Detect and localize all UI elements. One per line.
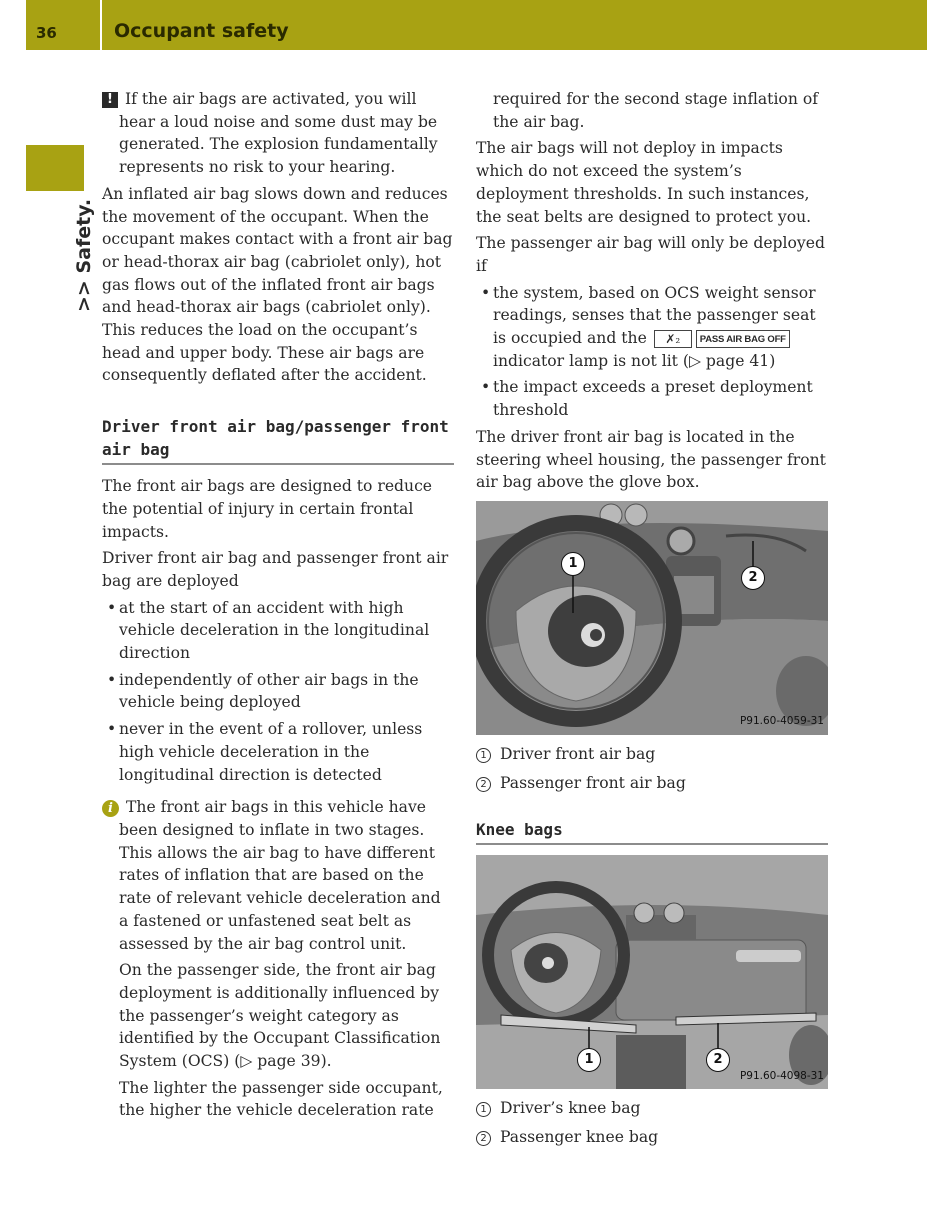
info-icon: i <box>102 800 119 817</box>
caption-item <box>476 772 828 795</box>
warning-note-text: If the air bags are activated, you will hear a loud noise and some dust may be generated. The explosion fundamentally represents no risk to your hearing. <box>119 90 438 177</box>
side-section-label: >> Safety. <box>73 198 95 312</box>
info-paragraph: On the passenger side, the front air bag deployment is additionally influenced by the passenger’s weight category as identified by the Occupant Classification System (OCS) (▷ page 39). <box>119 961 441 1071</box>
list-item: • the impact exceeds a preset deployment threshold <box>476 376 828 421</box>
info-note <box>102 796 454 955</box>
caption-item <box>476 1097 828 1120</box>
cockpit-photo-illustration <box>476 501 828 735</box>
list-item: • the system, based on OCS weight sensor readings, senses that the passenger seat is occupied and the ✗₂ PASS AIR BAG OFF indicator lamp is not lit (▷ page 41) <box>476 282 828 373</box>
paragraph: The front air bags are designed to reduce the potential of injury in certain frontal impacts. <box>102 477 433 541</box>
photo-code: P91.60-4059-31 <box>739 715 824 728</box>
page-number: 36 <box>36 24 57 42</box>
cockpit-photo <box>476 501 828 735</box>
deploy-conditions-list <box>102 597 454 787</box>
passenger-conditions-list <box>476 282 828 422</box>
callout-1: 1 <box>577 1048 601 1072</box>
callout-1: 1 <box>561 552 585 576</box>
caption-item <box>476 1126 828 1149</box>
callout-2: 2 <box>706 1048 730 1072</box>
list-item: • at the start of an accident with high vehicle deceleration in the longitudinal direction <box>102 597 454 665</box>
caption-number: 1 <box>476 1102 491 1117</box>
section-title: Occupant safety <box>114 20 289 42</box>
left-column <box>102 88 454 1126</box>
continued-paragraph: required for the second stage inflation of the air bag. <box>493 90 818 131</box>
caption-number: 2 <box>476 1131 491 1146</box>
info-note-text: The front air bags in this vehicle have been designed to inflate in two stages. This allows the air bag to have different rates of inflation that are based on the rate of relevant vehicle deceleration and a fastened or unfastened seat belt as assessed by the air bag control unit. <box>119 798 441 953</box>
caption-number: 1 <box>476 748 491 763</box>
pass-air-bag-off-lamp: PASS AIR BAG OFF <box>696 330 790 348</box>
paragraph: The air bags will not deploy in impacts which do not exceed the system’s deployment thresholds. In such instances, the seat belts are designed to protect you. <box>476 139 812 226</box>
list-item: • independently of other air bags in the vehicle being deployed <box>102 669 454 714</box>
section-heading: Knee bags <box>476 818 828 845</box>
caption-text: Driver’s knee bag <box>500 1099 641 1118</box>
header-divider <box>100 0 102 50</box>
caption-text: Passenger front air bag <box>500 773 686 792</box>
knee-bag-photo-illustration <box>476 855 828 1089</box>
paragraph: An inflated air bag slows down and reduces the movement of the occupant. When the occupant makes contact with a front air bag or head-thorax air bag (cabriolet only), hot gas flows out of the inflated front air bags and head-thorax air bags (cabriolet only). This reduces the load on the occupant’s head and upper body. These air bags are consequently deflated after the accident. <box>102 184 453 385</box>
paragraph: Driver front air bag and passenger front air bag are deployed <box>102 549 449 590</box>
info-paragraph: The lighter the passenger side occupant, the higher the vehicle deceleration rate <box>119 1078 443 1120</box>
side-tab-marker <box>26 145 84 191</box>
section-heading: Driver front air bag/passenger front air bag <box>102 415 454 465</box>
knee-bag-photo <box>476 855 828 1089</box>
seat-occupant-lamp-icon: ✗₂ <box>654 330 692 348</box>
callout-2: 2 <box>741 566 765 590</box>
list-item: • never in the event of a rollover, unless high vehicle deceleration in the longitudinal direction is detected <box>102 718 454 786</box>
caption-text: Passenger knee bag <box>500 1128 659 1147</box>
photo-code: P91.60-4098-31 <box>739 1069 824 1082</box>
caption-text: Driver front air bag <box>500 744 656 763</box>
paragraph: The passenger air bag will only be deployed if <box>476 234 825 275</box>
paragraph: The driver front air bag is located in the steering wheel housing, the passenger front air bag above the glove box. <box>476 427 826 492</box>
caption-item <box>476 743 828 766</box>
warning-note <box>102 88 454 179</box>
right-column <box>476 88 828 1155</box>
caption-number: 2 <box>476 777 491 792</box>
exclamation-icon: ! <box>102 92 118 108</box>
